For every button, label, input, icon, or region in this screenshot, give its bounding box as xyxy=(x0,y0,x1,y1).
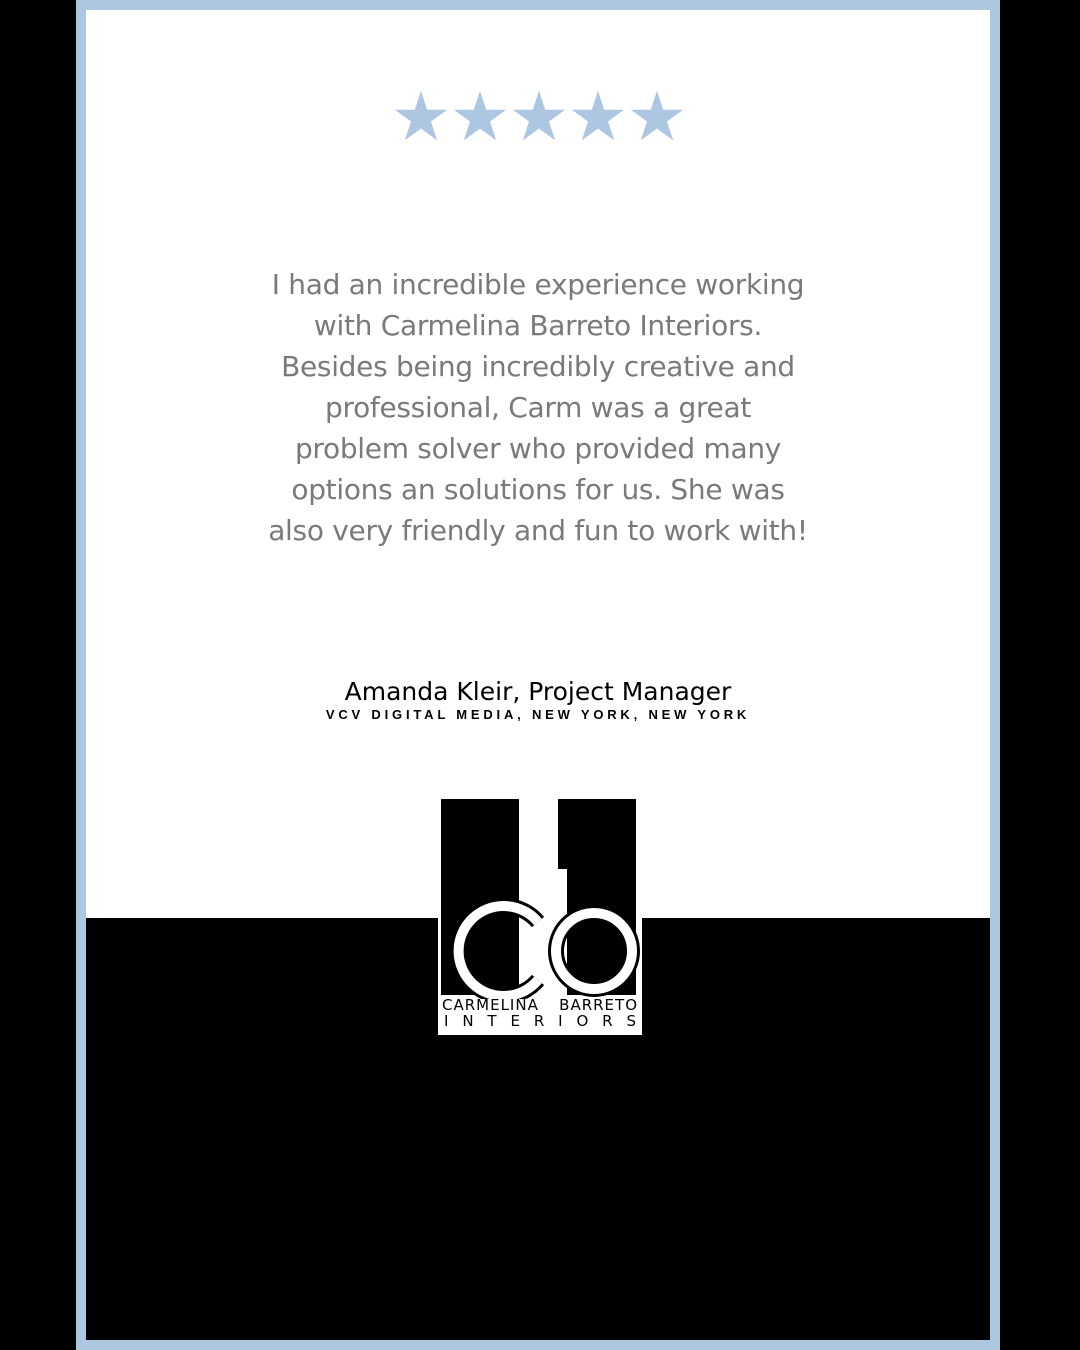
testimonial-card-frame xyxy=(76,0,1000,1350)
logo-cb-monogram xyxy=(438,869,642,999)
testimonial-quote: I had an incredible experience working with Carmelina Barreto Interiors. Besides being incredibly creative and professional, Carm was a great problem solver who provided many options an solutions for us. She was also very friendly and fun to work with! xyxy=(268,268,808,547)
logo-name-line2 xyxy=(440,1013,640,1029)
star-icon: ★ xyxy=(567,78,631,157)
star-icon: ★ xyxy=(626,78,690,157)
author-organization: VCV DIGITAL MEDIA, NEW YORK, NEW YORK xyxy=(325,707,751,722)
star-icon: ★ xyxy=(390,78,454,157)
star-icon: ★ xyxy=(449,78,513,157)
logo-wordmark xyxy=(440,997,640,1029)
logo-letter: N xyxy=(462,1012,474,1030)
logo-name-line1 xyxy=(440,997,640,1013)
star-rating xyxy=(86,80,990,156)
company-logo xyxy=(438,797,642,1035)
logo-letter: S xyxy=(626,1012,636,1030)
logo-letter: R xyxy=(602,1012,613,1030)
logo-letter: I xyxy=(558,1012,563,1030)
star-icon: ★ xyxy=(508,78,572,157)
logo-word: CARMELINA xyxy=(442,996,539,1014)
logo-letter: O xyxy=(576,1012,589,1030)
logo-letter: E xyxy=(510,1012,520,1030)
logo-letter: I xyxy=(444,1012,449,1030)
author-name: Amanda Kleir, Project Manager xyxy=(344,677,732,706)
testimonial-card xyxy=(86,10,990,1340)
logo-word: BARRETO xyxy=(559,996,638,1014)
logo-letter: T xyxy=(487,1012,497,1030)
logo-letter: R xyxy=(533,1012,545,1030)
